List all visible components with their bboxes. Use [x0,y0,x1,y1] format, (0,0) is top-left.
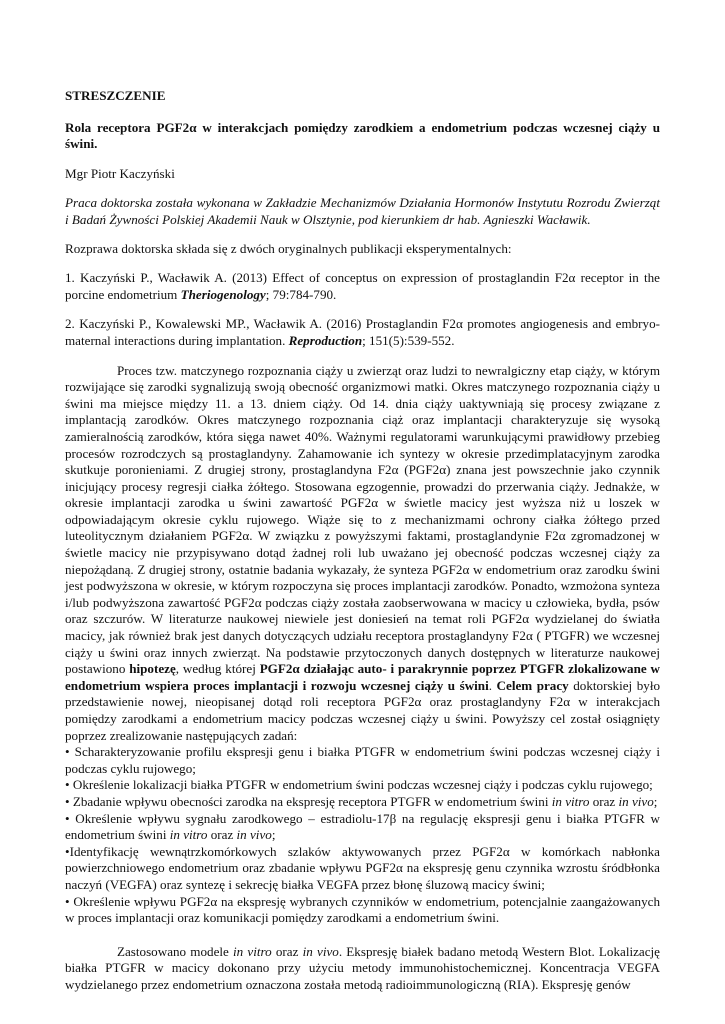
task-text: oraz [207,827,237,843]
publication-2 [65,316,660,349]
heading: STRESZCZENIE [65,88,166,103]
task-item-4 [65,811,660,844]
task-item-3 [65,794,660,811]
task-text: ; [653,793,658,809]
paragraph-text: , według której [175,661,260,677]
task-text: ; [271,827,276,843]
publication-2-text: 2. Kaczyński P., Kowalewski MP., Wacławik A. (2016) Prostaglandin F2α promotes angiogenesis and embryo-maternal interactions during implantation. [65,316,660,348]
affiliation: Praca doktorska została wykonana w Zakładzie Mechanizmów Działania Hormonów Instytutu Rozrodu Zwierząt i Badań Żywności Polskiej Akademii Nauk w Olsztynie, pod kierunkiem dr hab. Agnieszki Wacławik. [65,195,660,227]
intro-text: Rozprawa doktorska składa się z dwóch oryginalnych publikacji eksperymentalnych: [65,240,512,256]
task-text: • Określenie wpływu sygnału zarodkowego – estradiolu-17β na regulację ekspresji genu i białka PTGFR w endometrium świni [65,810,660,843]
in-vivo-term: in vivo [618,793,654,809]
task-item-5: •Identyfikację wewnątrzkomórkowych szlaków aktywowanych przez PGF2α w komórkach nabłonka powierzchniowego endometrium oraz zbadanie wpływu PGF2α na ekspresję genu czynnika wzrostu śródbłonka naczyń (VEGFA) oraz syntezę i sekrecję białka VEGFA przez błonę śluzową macicy świni; [65,843,660,892]
paragraph-text: . [488,677,497,693]
body-paragraph-1 [65,363,660,745]
publication-1-details: ; 79:784-790. [265,286,337,302]
task-item-1: • Scharakteryzowanie profilu ekspresji genu i białka PTGFR w endometrium świni podczas wczesnej ciąży i podczas cyklu rujowego; [65,744,660,776]
publication-2-journal: Reproduction [288,332,363,348]
author-name: Mgr Piotr Kaczyński [65,165,175,181]
task-text: oraz [589,793,619,809]
publication-2-details: ; 151(5):539-552. [362,332,455,348]
paragraph-text: . Ekspresję białek badano metodą Western Blot. Lokalizację białka PTGFR w macicy dokonano przy użyciu metody immunohistochemicznej. Koncentracja VEGFA wydzielanego przez endometrium oznaczona została metodą radioimmunologiczną (RIA). Ekspresję genów [65,943,660,992]
body-paragraph-2 [65,944,660,994]
task-item-2: • Określenie lokalizacji białka PTGFR w endometrium świni podczas wczesnej ciąży i podczas cyklu rujowego; [65,777,653,793]
task-text: • Zbadanie wpływu obecności zarodka na ekspresję receptora PTGFR w endometrium świni [65,793,552,809]
paragraph-text: Proces tzw. matczynego rozpoznania ciąży u zwierząt oraz ludzi to newralgiczny etap ciąży, w którym rozwijające się zarodki sygnalizują swoją obecność organizmowi matki. Okres matczynego rozpoznania ciąży u świni ma miejsce między 11. a 13. dniem ciąży. Od 14. dnia ciąży uaktywniają się procesy związane z implantacją zarodków. Okres matczynego rozpoznania ciąż oraz implantacji charakteryzuje się wysoką zamieralnością zarodków, która sięga nawet 40%. Ważnymi regulatorami warunkującymi prawidłowy przebieg procesów rozrodczych są prostaglandyny. Zahamowanie ich syntezy w okresie przedimplatacyjnym zarodka skutkuje poronieniami. Z drugiej strony, prostaglandyna F2α (PGF2α) znana jest powszechnie jako czynnik inicjujący procesy regresji ciałka żółtego. Stosowana egzogennie, prowadzi do przerwania ciąży. Jednakże, w okresie implantacji zarodka u świni zawartość PGF2α w świetle macicy jest wyższa niż u loszek w odpowiadającym okresie cyklu rujowego. Wiąże się to z mechanizmami ochrony ciałka żółtego przed luteolitycznym działaniem PGF2α. W związku z powyższymi faktami, prostaglandynie F2α zgromadzonej w świetle macicy nie przypisywano dotąd żadnej roli lub uważano jej obecność podczas wczesnej ciąży za niepożądaną. Z drugiej strony, ostatnie badania wykazały, że synteza PGF2α w endometrium oraz zarodku świni jest podwyższona w okresie, w którym rozpoczyna się proces implantacji zarodków. Ponadto, wzmożona synteza i/lub podwyższona zawartość PGF2α podczas ciąży została zaobserwowana w macicy u człowieka, bydła, psów oraz szczurów. W literaturze naukowej niewiele jest doniesień na temat roli PGF2α wydzielanej do światła macicy, jak również brak jest danych dotyczących udziału receptora prostaglandyny F2α ( PTGFR) we wczesnej ciąży u świni oraz innych zwierząt. Na podstawie przytoczonych danych dostępnych w literaturze naukowej postawiono [65,362,660,677]
publication-1-text: 1. Kaczyński P., Wacławik A. (2013) Effect of conceptus on expression of prostaglandin F2α receptor in the porcine endometrium [65,270,660,302]
in-vivo-term: in vivo [236,827,272,843]
publication-1 [65,270,660,303]
paragraph-text: doktorskiej było przedstawienie nowej, nieopisanej dotąd roli receptora PGF2α oraz prostaglandyny F2α w interakcjach pomiędzy zarodkami a endometrium macicy podczas wczesnej ciąży u świni. Powyższy cel został osiągnięty poprzez zrealizowanie następujących zadań: [65,677,661,743]
paragraph-text: Zastosowano modele [117,943,234,959]
hypothesis-term: hipotezę [129,661,176,677]
thesis-title: Rola receptora PGF2α w interakcjach pomiędzy zarodkiem a endometrium podczas wczesnej ciąży u świni. [65,119,660,152]
in-vitro-term: in vitro [169,827,208,843]
in-vitro-term: in vitro [551,793,590,809]
paragraph-text: oraz [271,943,303,959]
hypothesis-statement: PGF2α działając auto- i parakrynnie poprzez PTGFR zlokalizowane w endometrium wspiera proces implantacji i rozwoju wczesnej ciąży u świni [65,661,660,693]
aim-term: Celem pracy [496,677,569,693]
publication-1-journal: Theriogenology [180,286,266,302]
task-item-6: • Określenie wpływu PGF2α na ekspresję wybranych czynników w endometrium, potencjalnie zaangażowanych w proces implantacji oraz komunikacji pomiędzy zarodkami a endometrium świni. [65,893,660,926]
in-vivo-term: in vivo [302,943,339,959]
in-vitro-term: in vitro [233,943,272,959]
